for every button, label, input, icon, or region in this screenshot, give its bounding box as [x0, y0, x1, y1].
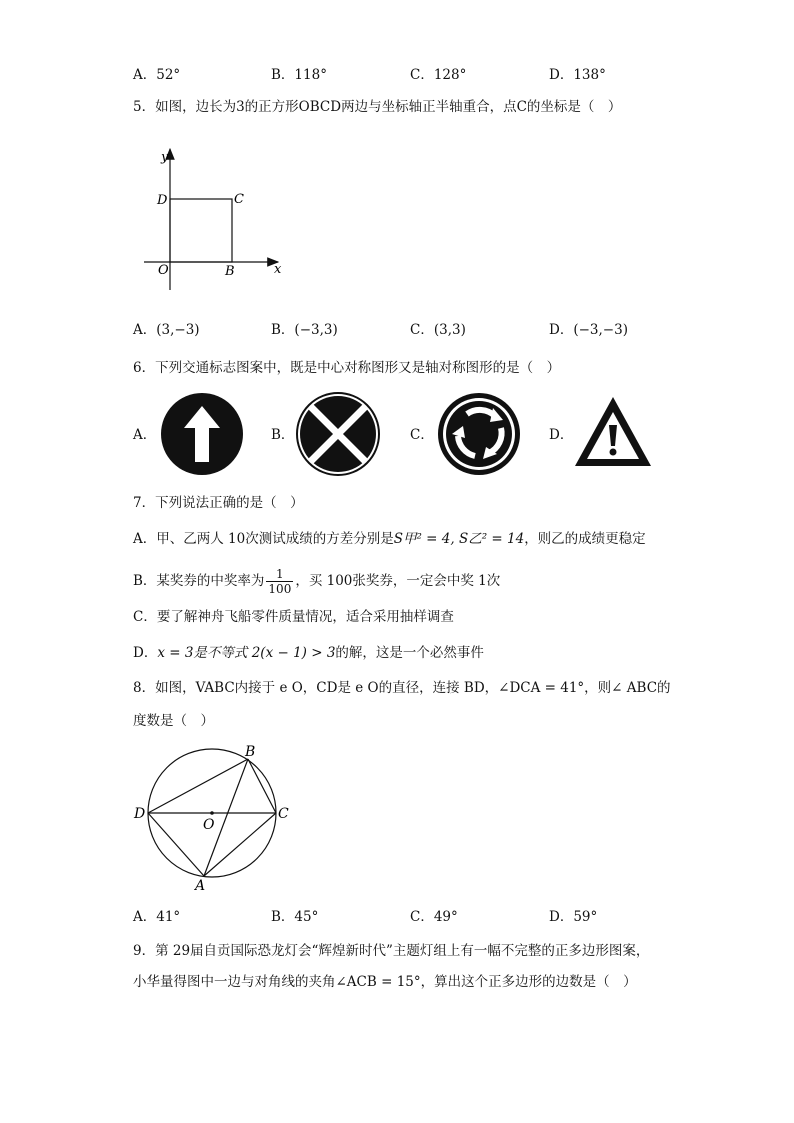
q8-option-b: B．45°: [271, 909, 319, 925]
q7-option-a: A．甲、乙两人 10次测试成绩的方差分别是S甲² = 4, S乙² = 14，则乙的成绩更稳定: [133, 531, 646, 547]
q4-option-a: A．52°: [133, 67, 181, 83]
q9-stem-line-2: 小华量得图中一边与对角线的夹角∠ACB = 15°，算出这个正多边形的边数是（ ）: [133, 974, 637, 990]
q7-option-b: B．某奖券的中奖率为 $\frac{1}{100}$ ，买 100张奖券，一定会中奖 1次: [133, 567, 501, 596]
warning-triangle-sign-icon: [572, 394, 654, 470]
q8-option-a: A．41°: [133, 909, 181, 925]
center-point: [210, 811, 214, 815]
q9-stem-line-1: 9．第 29届自贡国际恐龙灯会“辉煌新时代”主题灯组上有一幅不完整的正多边形图案，: [133, 943, 650, 959]
label-y: y: [161, 150, 169, 165]
label-x: x: [274, 262, 282, 277]
label-a: A: [195, 878, 206, 894]
label-b: B: [225, 264, 235, 279]
q6-option-b-label: B．: [271, 427, 295, 443]
q8-stem-line-1: 8．如图，VABC内接于 e O，CD是 e O的直径，连接 BD，∠DCA = 41°，则∠ ABC的: [133, 680, 671, 696]
label-o: O: [158, 263, 169, 278]
label-d: D: [134, 806, 146, 822]
q8-circle-figure: [130, 740, 295, 898]
segment-ca: [204, 813, 276, 876]
label-c: C: [278, 806, 289, 822]
fraction-1-100: $\frac{1}{100}$: [268, 567, 292, 596]
q6-option-a-label: A．: [133, 427, 157, 443]
q4-option-c: C．128°: [410, 67, 467, 83]
q5-option-c: C．(3,3): [410, 322, 466, 338]
q6-option-d-label: D．: [549, 427, 574, 443]
up-arrow-sign-icon: [160, 392, 244, 476]
label-b: B: [245, 744, 256, 760]
q5-option-a: A．(3,−3): [133, 322, 200, 338]
x-cross-sign-icon: [296, 392, 380, 476]
q4-option-d: D．138°: [549, 67, 606, 83]
roundabout-sign-icon: [437, 392, 521, 476]
q8-stem-line-2: 度数是（ ）: [133, 713, 214, 729]
label-d: D: [157, 193, 168, 208]
q7-stem: 7．下列说法正确的是（ ）: [133, 495, 304, 511]
segment-bc: [248, 759, 276, 813]
q8-option-d: D．59°: [549, 909, 598, 925]
q5-square-figure: [140, 145, 290, 295]
q8-option-c: C．49°: [410, 909, 458, 925]
q5-option-b: B．(−3,3): [271, 322, 338, 338]
q5-option-d: D．(−3,−3): [549, 322, 628, 338]
q5-stem: 5．如图，边长为3的正方形OBCD两边与坐标轴正半轴重合，点C的坐标是（ ）: [133, 99, 622, 115]
variance-formula: S甲² = 4, S乙² = 14: [393, 531, 525, 547]
q4-option-b: B．118°: [271, 67, 327, 83]
label-c: C: [234, 192, 244, 207]
q7-option-d: D．x = 3是不等式 2(x − 1) > 3的解，这是一个必然事件: [133, 645, 484, 661]
inequality-formula: x = 3是不等式 2(x − 1) > 3: [157, 645, 336, 661]
q6-stem: 6．下列交通标志图案中，既是中心对称图形又是轴对称图形的是（ ）: [133, 360, 561, 376]
q6-option-c-label: C．: [410, 427, 434, 443]
label-o: O: [203, 817, 215, 833]
segment-db: [148, 759, 248, 813]
q7-option-c: C．要了解神舟飞船零件质量情况，适合采用抽样调查: [133, 609, 454, 625]
square-obcd: [170, 199, 232, 262]
